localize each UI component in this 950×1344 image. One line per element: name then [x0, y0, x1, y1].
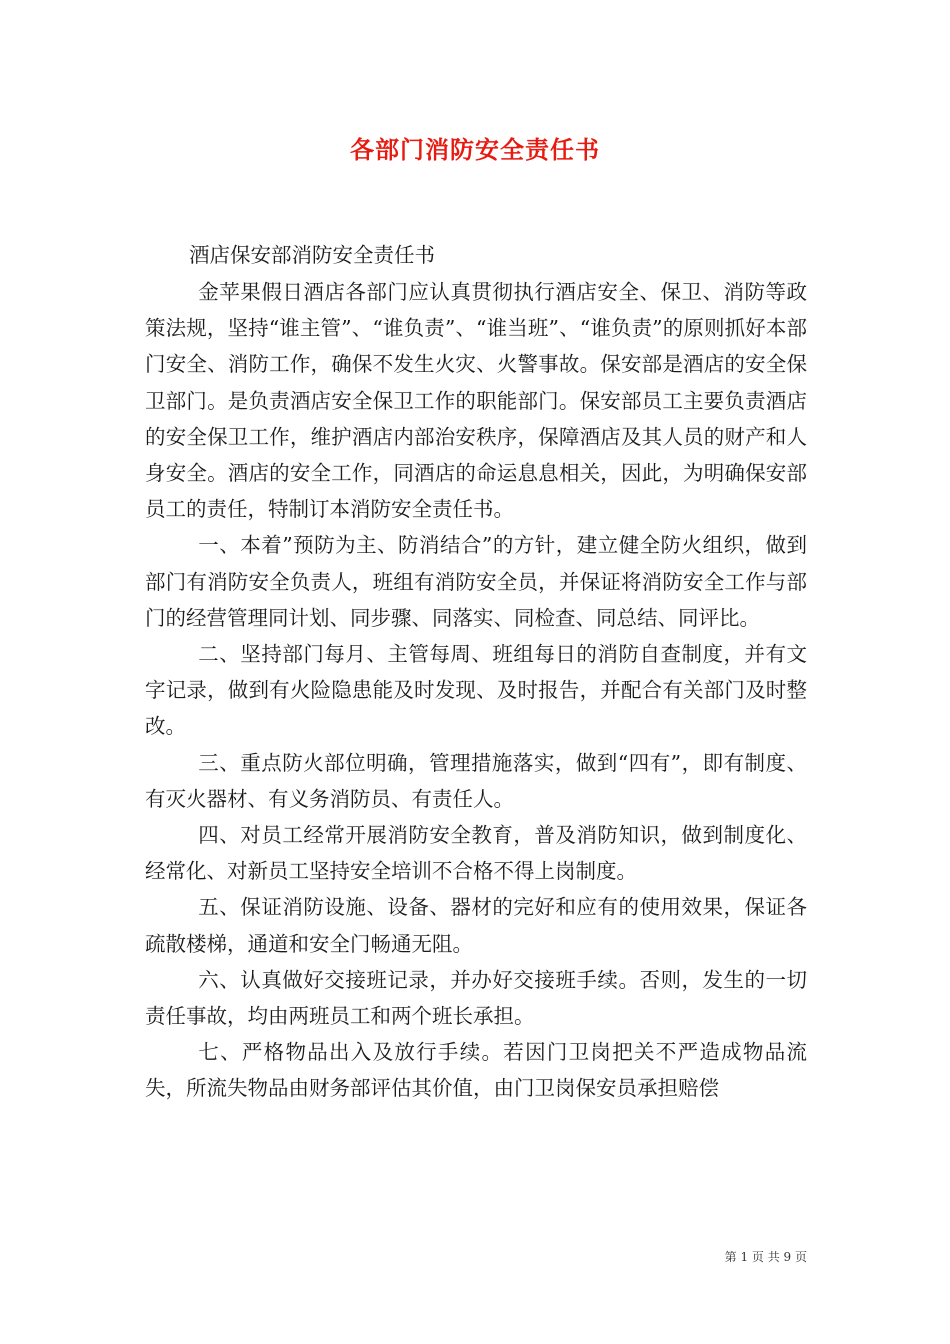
- document-title: 各部门消防安全责任书: [350, 135, 600, 164]
- paragraph-item-4: 四、对员工经常开展消防安全教育，普及消防知识，做到制度化、经常化、对新员工坚持安全培训不合格不得上岗制度。: [145, 823, 807, 884]
- paragraph-item-2: 二、坚持部门每月、主管每周、班组每日的消防自查制度，并有文字记录，做到有火险隐患能及时发现、及时报告，并配合有关部门及时整改。: [145, 642, 807, 739]
- paragraph-item-6: 六、认真做好交接班记录，并办好交接班手续。否则，发生的一切责任事故，均由两班员工和两个班长承担。: [145, 967, 807, 1029]
- paragraph-item-1: 一、本着”预防为主、防消结合”的方针，建立健全防火组织，做到部门有消防安全负责人，班组有消防安全员，并保证将消防安全工作与部门的经营管理同计划、同步骤、同落实、同检查、同总结、同评比。: [145, 533, 807, 630]
- paragraph-item-7: 七、严格物品出入及放行手续。若因门卫岗把关不严造成物品流失，所流失物品由财务部评估其价值，由门卫岗保安员承担赔偿: [145, 1040, 807, 1101]
- document-body: [145, 274, 807, 1107]
- paragraph-item-3: 三、重点防火部位明确，管理措施落实，做到“四有”，即有制度、有灭火器材、有义务消防员、有责任人。: [145, 750, 807, 811]
- document-subtitle: 酒店保安部消防安全责任书: [189, 243, 435, 267]
- paragraph-intro: 金苹果假日酒店各部门应认真贯彻执行酒店安全、保卫、消防等政策法规，坚持“谁主管”、“谁负责”、“谁当班”、“谁负责”的原则抓好本部门安全、消防工作，确保不发生火灾、火警事故。保安部是酒店的安全保卫部门。是负责酒店安全保卫工作的职能部门。保安部员工主要负责酒店的安全保卫工作，维护酒店内部治安秩序，保障酒店及其人员的财产和人身安全。酒店的安全工作，同酒店的命运息息相关，因此，为明确保安部员工的责任，特制订本消防安全责任书。: [145, 280, 807, 522]
- paragraph-item-5: 五、保证消防设施、设备、器材的完好和应有的使用效果，保证各疏散楼梯，通道和安全门畅通无阻。: [145, 895, 807, 956]
- page-number: 第 1 页 共 9 页: [724, 1250, 807, 1264]
